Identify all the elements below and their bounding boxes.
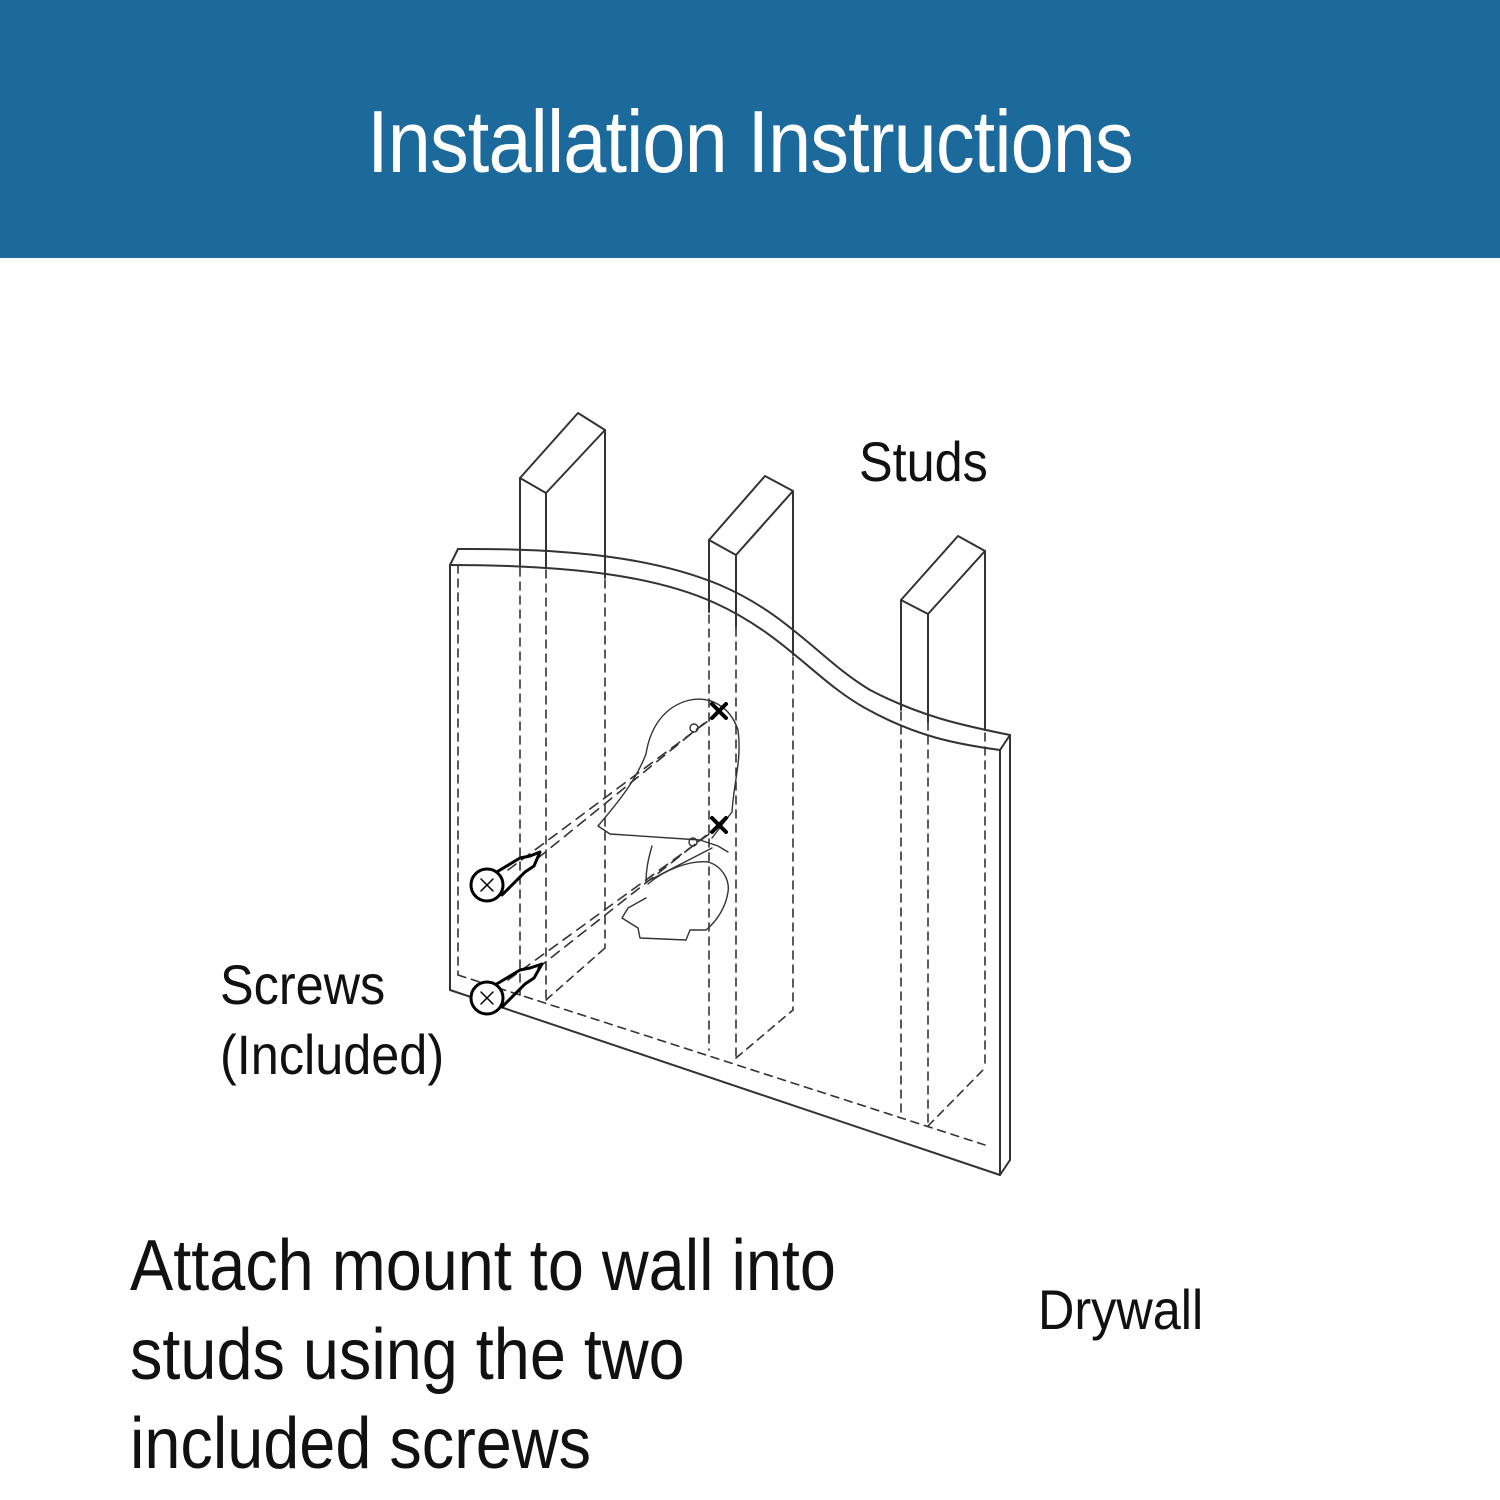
stud-middle bbox=[709, 476, 793, 655]
screws-label: Screws (Included) bbox=[220, 953, 445, 1086]
drywall-label: Drywall bbox=[1038, 1278, 1204, 1341]
instruction-caption: Attach mount to wall into studs using the two included screws bbox=[130, 1226, 836, 1484]
screw-lower-icon bbox=[471, 964, 542, 1014]
stud-right bbox=[901, 536, 985, 730]
screw-target-marks bbox=[712, 704, 726, 832]
page-title: Installation Instructions bbox=[367, 92, 1133, 191]
studs-label: Studs bbox=[859, 430, 988, 493]
drywall-panel bbox=[450, 549, 1010, 1175]
stud-left bbox=[520, 413, 605, 578]
hidden-stud-lines bbox=[458, 565, 985, 1145]
screw-upper-icon bbox=[471, 852, 540, 901]
